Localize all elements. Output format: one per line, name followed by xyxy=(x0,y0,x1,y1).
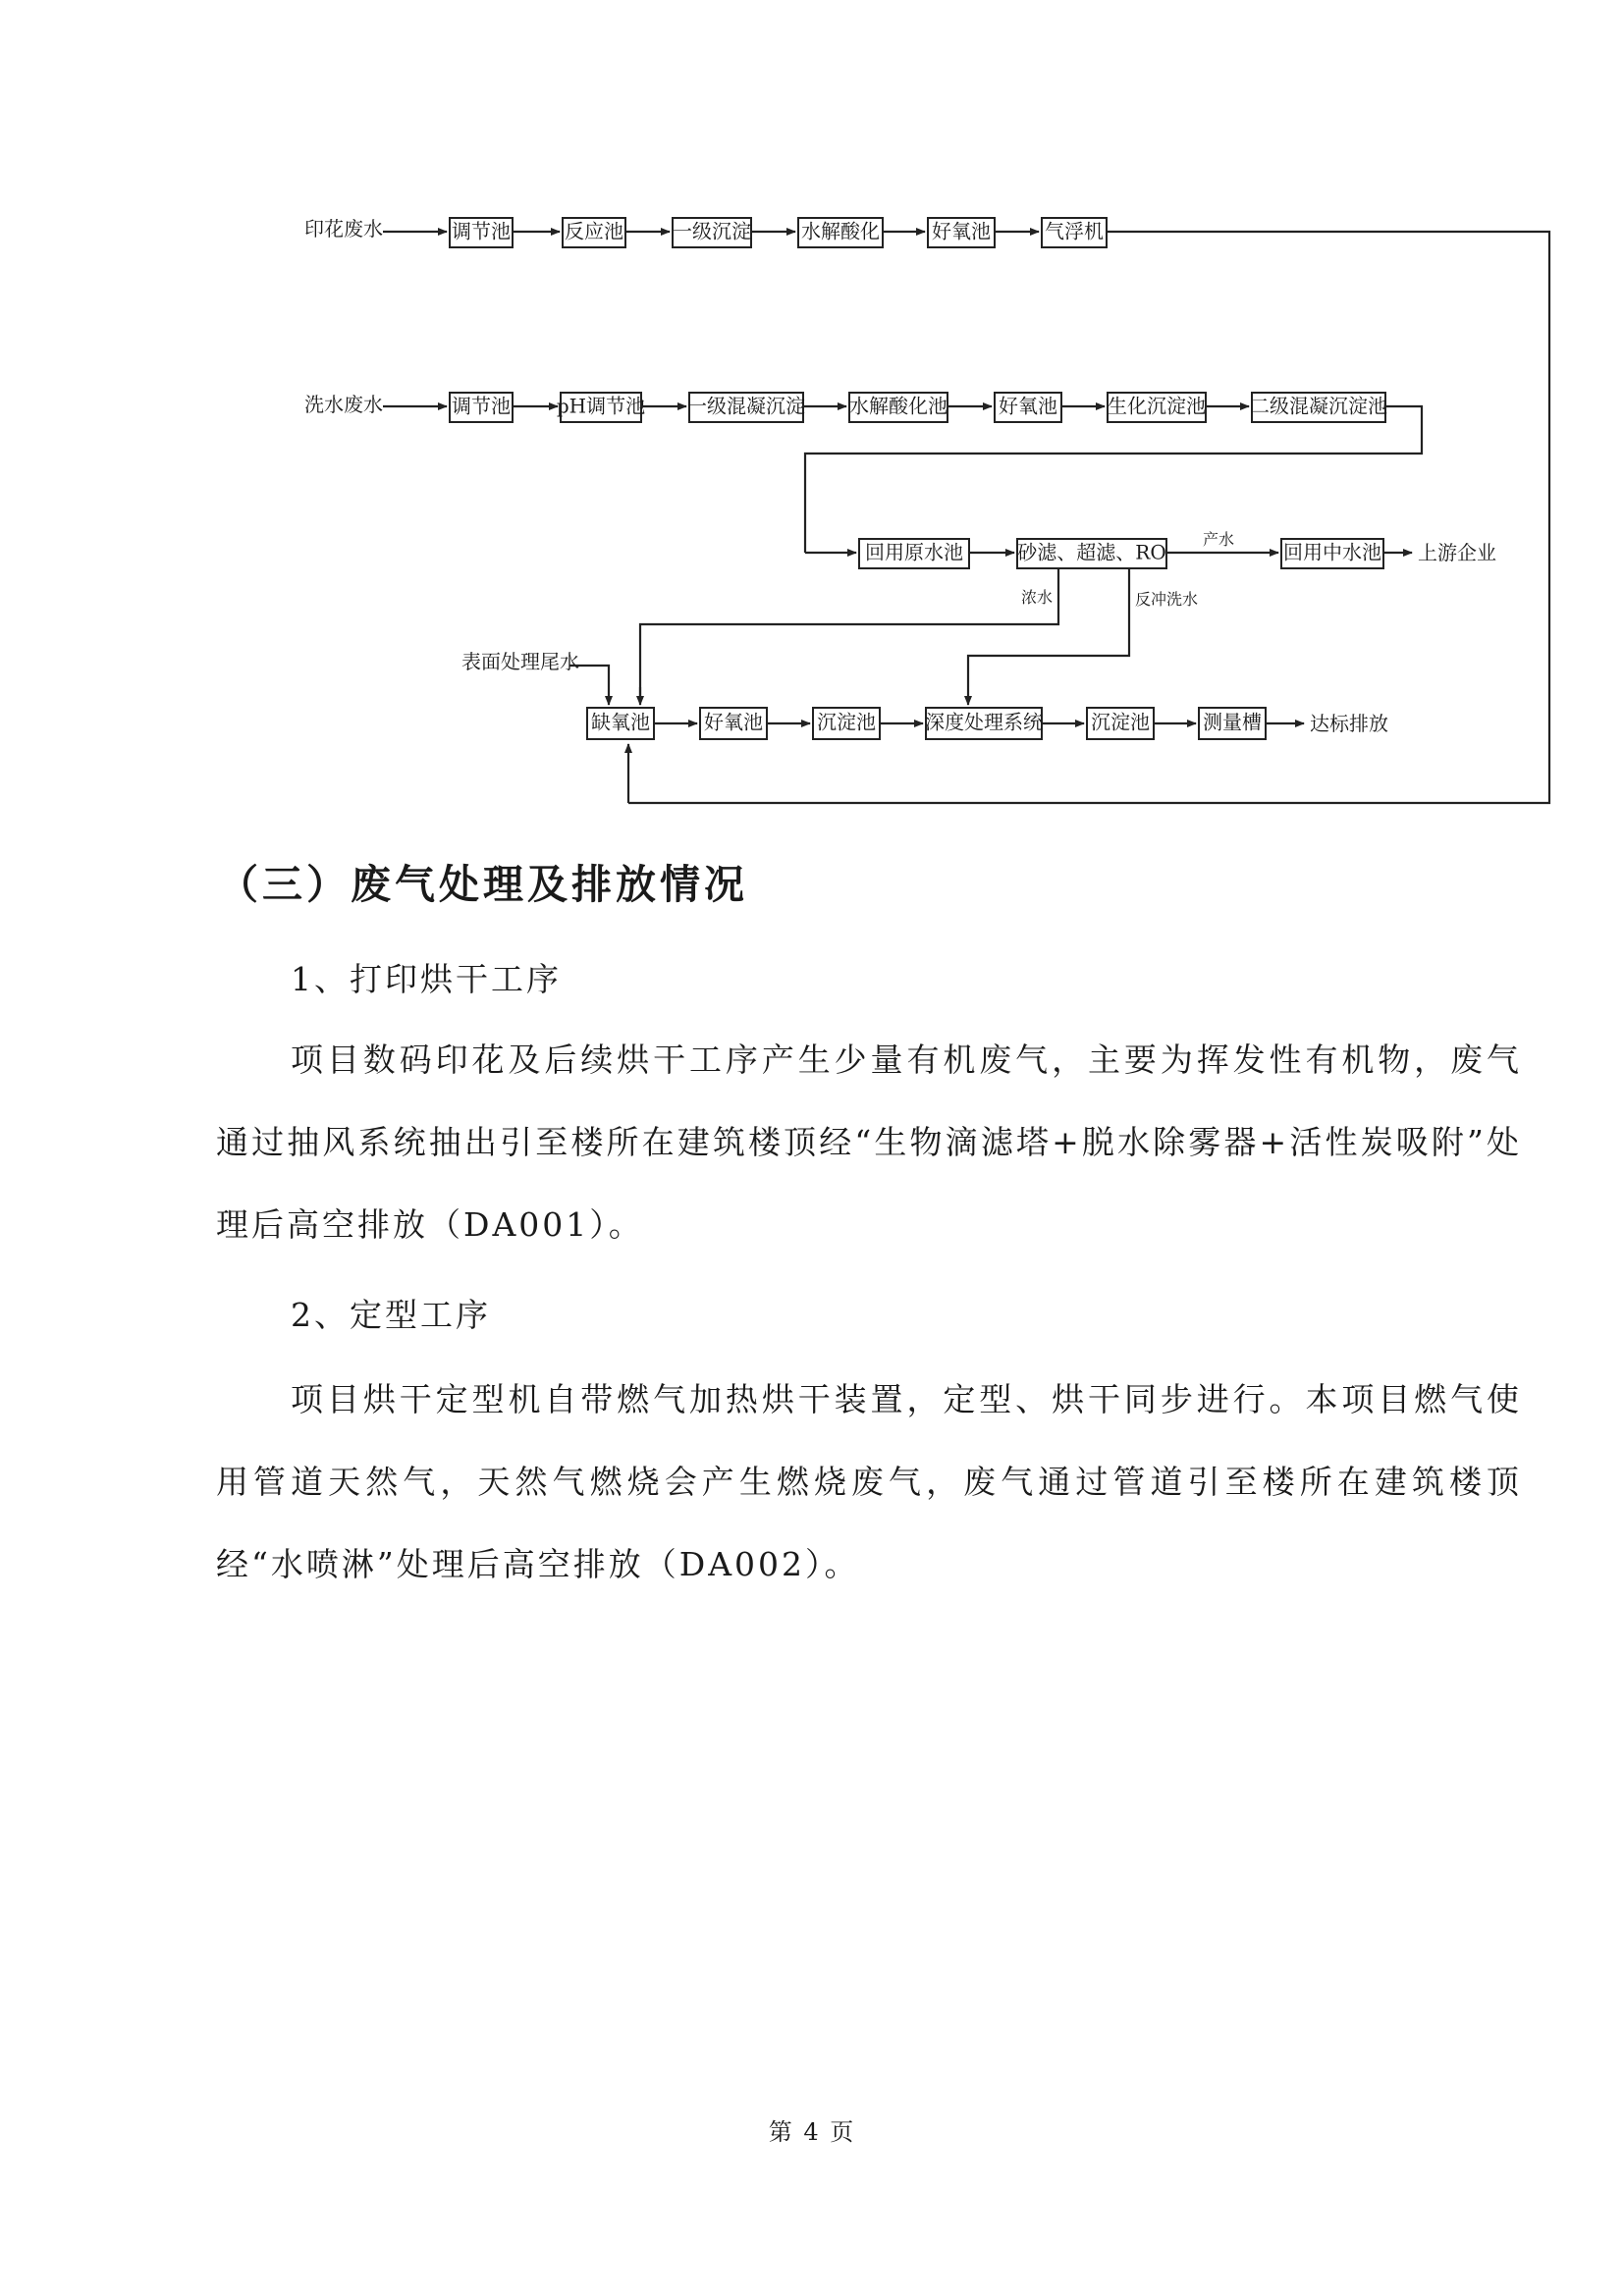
row2-box-secondary-coagulation xyxy=(1250,393,1387,422)
svg-text:沉淀池: 沉淀池 xyxy=(1091,710,1150,734)
svg-text:水解酸化: 水解酸化 xyxy=(801,219,880,243)
svg-text:砂滤、超滤、RO: 砂滤、超滤、RO xyxy=(1017,540,1166,564)
paragraph-1: 项目数码印花及后续烘干工序产生少量有机废气，主要为挥发性有机物，废气通过抽风系统抽出引至楼所在建筑楼顶经“生物滴滤塔+脱水除雾器+活性炭吸附”处理后高空排放（DA001）。 xyxy=(216,1041,1522,1244)
svg-text:一级沉淀: 一级沉淀 xyxy=(673,219,751,243)
row4-box-sedimentation-tank-2 xyxy=(1087,708,1154,739)
row3-box-reuse-raw-water-tank xyxy=(859,539,969,568)
backwash-line xyxy=(968,568,1129,687)
svg-text:深度处理系统: 深度处理系统 xyxy=(925,710,1043,734)
concentrate-label: 浓水 xyxy=(1021,588,1054,607)
svg-text:回用中水池: 回用中水池 xyxy=(1283,540,1381,564)
row4-box-aerobic-tank xyxy=(700,708,767,739)
backwash-label: 反冲洗水 xyxy=(1135,590,1199,609)
svg-text:反应池: 反应池 xyxy=(565,219,623,243)
paragraph-2: 项目烘干定型机自带燃气加热烘干装置，定型、烘干同步进行。本项目燃气使用管道天然气，天然气燃烧会产生燃烧废气，废气通过管道引至楼所在建筑楼顶经“水喷淋”处理后高空排放（DA002）。 xyxy=(216,1380,1522,1583)
row4-box-measuring-tank xyxy=(1199,708,1266,739)
row1-source-label: 印花废水 xyxy=(304,217,383,240)
svg-text:好氧池: 好氧池 xyxy=(932,219,991,243)
svg-text:调节池: 调节池 xyxy=(452,394,511,418)
row3-box-filtration-uf-ro xyxy=(1017,539,1166,568)
subsection-1-title: 1、打印烘干工序 xyxy=(291,960,562,998)
svg-text:好氧池: 好氧池 xyxy=(999,394,1057,418)
svg-text:气浮机: 气浮机 xyxy=(1045,219,1104,243)
row2-source-label: 洗水废水 xyxy=(304,393,383,416)
row4-box-advanced-treatment xyxy=(925,708,1043,739)
row3-box-reuse-reclaimed-tank xyxy=(1281,539,1383,568)
svg-text:好氧池: 好氧池 xyxy=(704,710,763,734)
svg-text:回用原水池: 回用原水池 xyxy=(865,540,963,564)
row2-box-hydrolysis-tank xyxy=(849,393,947,422)
row3-destination-label: 上游企业 xyxy=(1418,541,1496,564)
row1-box-reaction-tank xyxy=(563,218,625,247)
svg-text:测量槽: 测量槽 xyxy=(1203,710,1262,734)
wastewater-flow-diagram xyxy=(0,0,1624,825)
row2-box-biochemical-sedimentation xyxy=(1108,393,1206,422)
row2-box-primary-coagulation xyxy=(687,393,805,422)
row3-product-water-label: 产水 xyxy=(1203,530,1235,549)
row1-box-primary-sedimentation xyxy=(673,218,751,247)
row1-box-aerobic-tank xyxy=(928,218,995,247)
row1-box-air-flotation xyxy=(1042,218,1107,247)
svg-text:二级混凝沉淀池: 二级混凝沉淀池 xyxy=(1250,394,1387,418)
row4-box-anoxic-tank xyxy=(587,708,654,739)
subsection-2-title: 2、定型工序 xyxy=(291,1296,491,1334)
svg-text:调节池: 调节池 xyxy=(452,219,511,243)
row2-to-row3-line xyxy=(805,406,1422,553)
row4-box-sedimentation-tank xyxy=(813,708,880,739)
row2-box-aerobic-tank xyxy=(995,393,1061,422)
svg-text:生化沉淀池: 生化沉淀池 xyxy=(1108,394,1206,418)
svg-text:一级混凝沉淀: 一级混凝沉淀 xyxy=(687,394,805,418)
section-heading: （三）废气处理及排放情况 xyxy=(218,861,748,908)
svg-text:pH调节池: pH调节池 xyxy=(556,394,646,418)
row2-box-adjust-tank xyxy=(450,393,513,422)
row4-destination-label: 达标排放 xyxy=(1310,712,1388,735)
row1-box-adjust-tank xyxy=(450,218,513,247)
svg-text:水解酸化池: 水解酸化池 xyxy=(849,394,947,418)
svg-text:沉淀池: 沉淀池 xyxy=(817,710,876,734)
concentrate-line xyxy=(640,568,1058,702)
svg-text:缺氧池: 缺氧池 xyxy=(591,710,650,734)
surface-source-label: 表面处理尾水 xyxy=(461,650,579,673)
row1-box-hydrolysis-acidification xyxy=(798,218,883,247)
page-number: 第 4 页 xyxy=(768,2118,856,2146)
row2-box-ph-adjust-tank xyxy=(557,393,645,422)
